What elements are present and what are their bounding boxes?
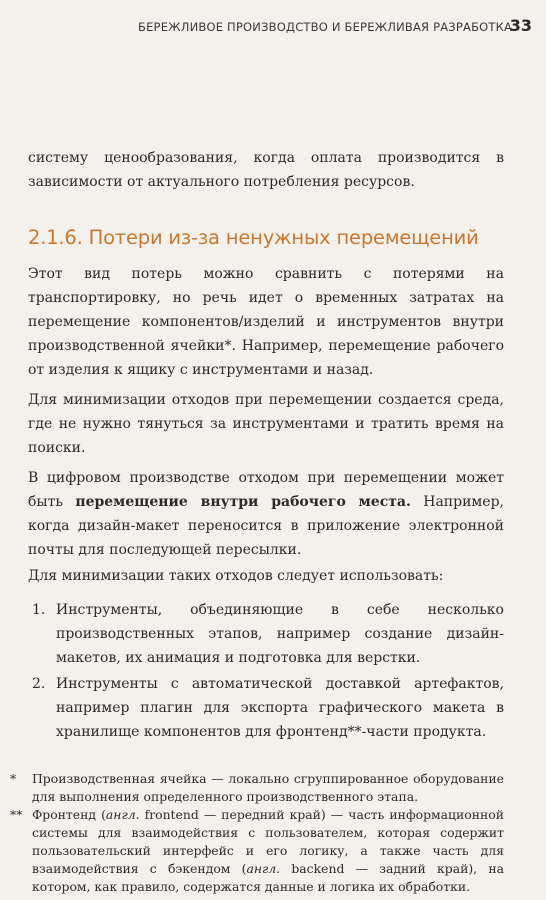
footnote-italic: англ. — [246, 861, 281, 876]
list-number: 1. — [32, 602, 46, 618]
bold-term: перемещение внутри рабочего места. — [75, 494, 411, 510]
paragraph-text: Этот вид потерь можно сравнить с потерями на транспортировку, но речь идет о временных затратах на перемещение компонентов/изделий и инструментов внутри производственной ячейки*. Например, перемещение рабочего от изделия к ящику с инструментами и назад. — [28, 266, 504, 378]
paragraph-digital — [28, 466, 504, 562]
paragraph-text: систему ценообразования, когда оплата производится в зависимости от актуального потребления ресурсов. — [28, 150, 504, 190]
paragraph-intro — [28, 262, 504, 382]
numbered-list-item — [28, 598, 504, 670]
page-number: 33 — [509, 16, 532, 35]
footnote-mark: * — [10, 771, 17, 786]
section-heading: 2.1.6. Потери из-за ненужных перемещений — [28, 226, 479, 249]
list-number: 2. — [32, 676, 46, 692]
footnote-mark: ** — [10, 807, 23, 822]
paragraph-text: Для минимизации отходов при перемещении создается среда, где не нужно тянуться за инструментами и тратить время на поиски. — [28, 392, 504, 456]
paragraph-text — [28, 466, 504, 562]
text-run: Например, когда дизайн-макет переносится в приложение электронной почты для последующей пересылки. — [28, 494, 505, 558]
footnote-text: frontend — передний край) — часть информационной системы для взаимодействия с пользователем, которая содержит пользовательский интерфейс и его логику, а также часть для взаимодействия с бэкендом ( — [32, 807, 504, 876]
paragraph-continuation — [28, 146, 504, 194]
footnote — [8, 770, 504, 806]
list-item-text: Инструменты, объединяющие в себе несколько производственных этапов, например создание дизайн-макетов, их анимация и подготовка для верстки. — [56, 602, 504, 666]
footnote-text: Фронтенд ( — [32, 807, 106, 822]
list-item-text: Инструменты с автоматической доставкой артефактов, например плагин для экспорта графического макета в хранилище компонентов для фронтенд**-части продукта. — [56, 676, 504, 740]
text-run: В цифровом производстве отходом при перемещении может быть — [28, 470, 504, 510]
footnote-text: backend — задний край), на котором, как правило, содержатся данные и логика их обработки. — [32, 861, 504, 894]
paragraph-minimization — [28, 388, 504, 460]
running-header: БЕРЕЖЛИВОЕ ПРОИЗВОДСТВО И БЕРЕЖЛИВАЯ РАЗРАБОТКА — [138, 20, 513, 34]
footnote — [8, 806, 504, 896]
paragraph-list-intro — [28, 564, 504, 588]
numbered-list-item — [28, 672, 504, 744]
paragraph-text: Для минимизации таких отходов следует использовать: — [28, 568, 444, 584]
footnote-text: Производственная ячейка — локально сгруппированное оборудование для выполнения определенного производственного этапа. — [32, 771, 504, 804]
footnotes — [8, 770, 504, 896]
footnote-italic: англ. — [105, 807, 140, 822]
